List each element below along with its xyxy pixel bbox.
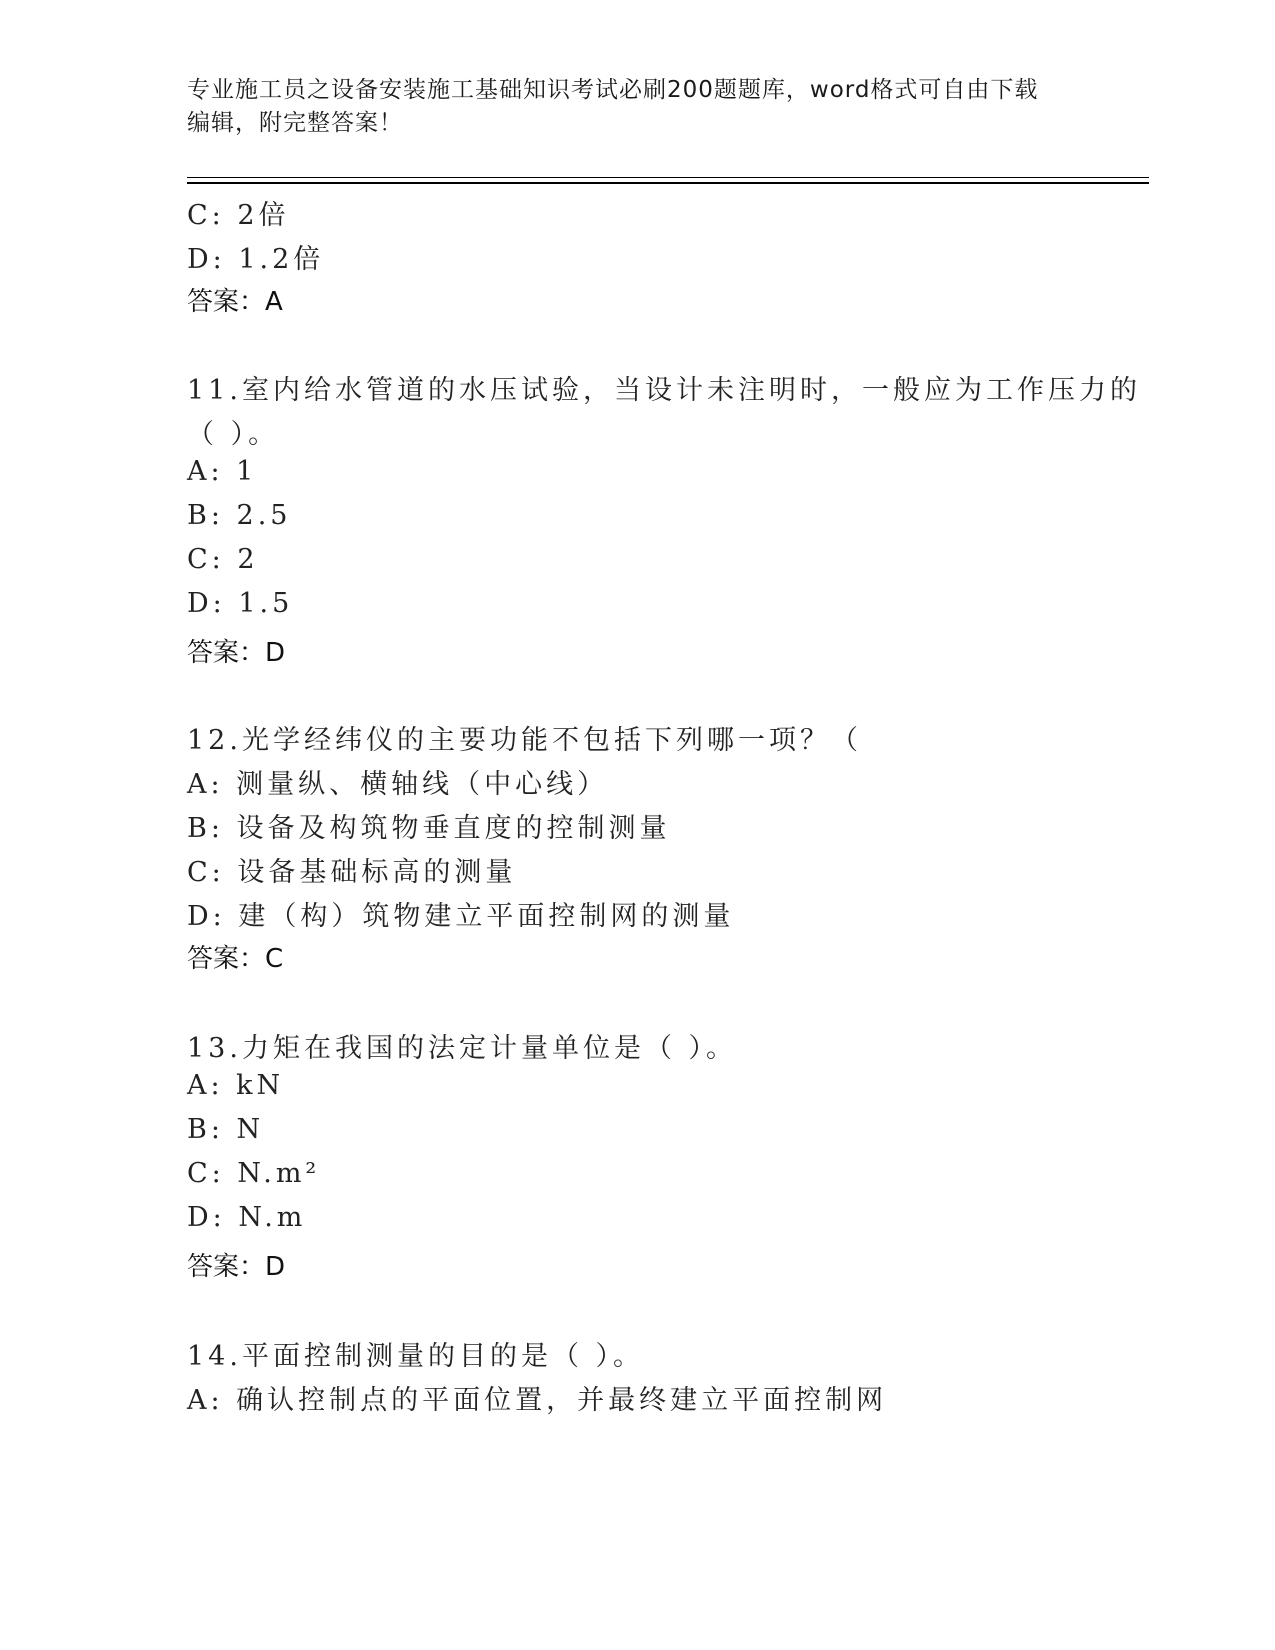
- q12-option-b: B: 设备及构筑物垂直度的控制测量: [187, 813, 671, 844]
- q14-stem: 14.平面控制测量的目的是（ ）。: [187, 1341, 645, 1372]
- q14-option-a: A: 确认控制点的平面位置，并最终建立平面控制网: [187, 1385, 888, 1416]
- q13-stem: 13.力矩在我国的法定计量单位是（ ）。: [187, 1033, 738, 1064]
- q11-answer: 答案：D: [187, 638, 286, 668]
- prev-option-c: C: 2倍: [187, 200, 290, 231]
- q13-option-a: A: kN: [187, 1070, 285, 1101]
- header-divider-thick: [187, 182, 1149, 184]
- q12-option-d: D: 建（构）筑物建立平面控制网的测量: [187, 901, 735, 932]
- header-line-1: 专业施工员之设备安装施工基础知识考试必刷200题题库，word格式可自由下载: [187, 77, 1039, 103]
- q13-option-c: C: N.m²: [187, 1158, 321, 1189]
- prev-option-d: D: 1.2倍: [187, 244, 325, 275]
- document-header: [187, 74, 1087, 140]
- header-line-2: 编辑，附完整答案！: [187, 110, 403, 136]
- q12-stem: 12.光学经纬仪的主要功能不包括下列哪一项？（: [187, 725, 862, 756]
- q12-option-a: A: 测量纵、横轴线（中心线）: [187, 769, 609, 800]
- q11-stem-line-2: （ ）。: [187, 419, 280, 450]
- q12-option-c: C: 设备基础标高的测量: [187, 857, 517, 888]
- prev-answer: 答案：A: [187, 287, 283, 317]
- q11-option-b: B: 2.5: [187, 500, 292, 531]
- q11-stem-line-1: 11.室内给水管道的水压试验，当设计未注明时，一般应为工作压力的: [187, 375, 1141, 406]
- q11-option-a: A: 1: [187, 456, 258, 487]
- q11-option-c: C: 2: [187, 544, 259, 575]
- q13-answer: 答案：D: [187, 1252, 286, 1282]
- q13-option-d: D: N.m: [187, 1202, 307, 1233]
- q12-answer: 答案：C: [187, 944, 284, 974]
- q11-option-d: D: 1.5: [187, 588, 294, 619]
- q13-option-b: B: N: [187, 1114, 265, 1145]
- header-divider-thin: [187, 177, 1149, 178]
